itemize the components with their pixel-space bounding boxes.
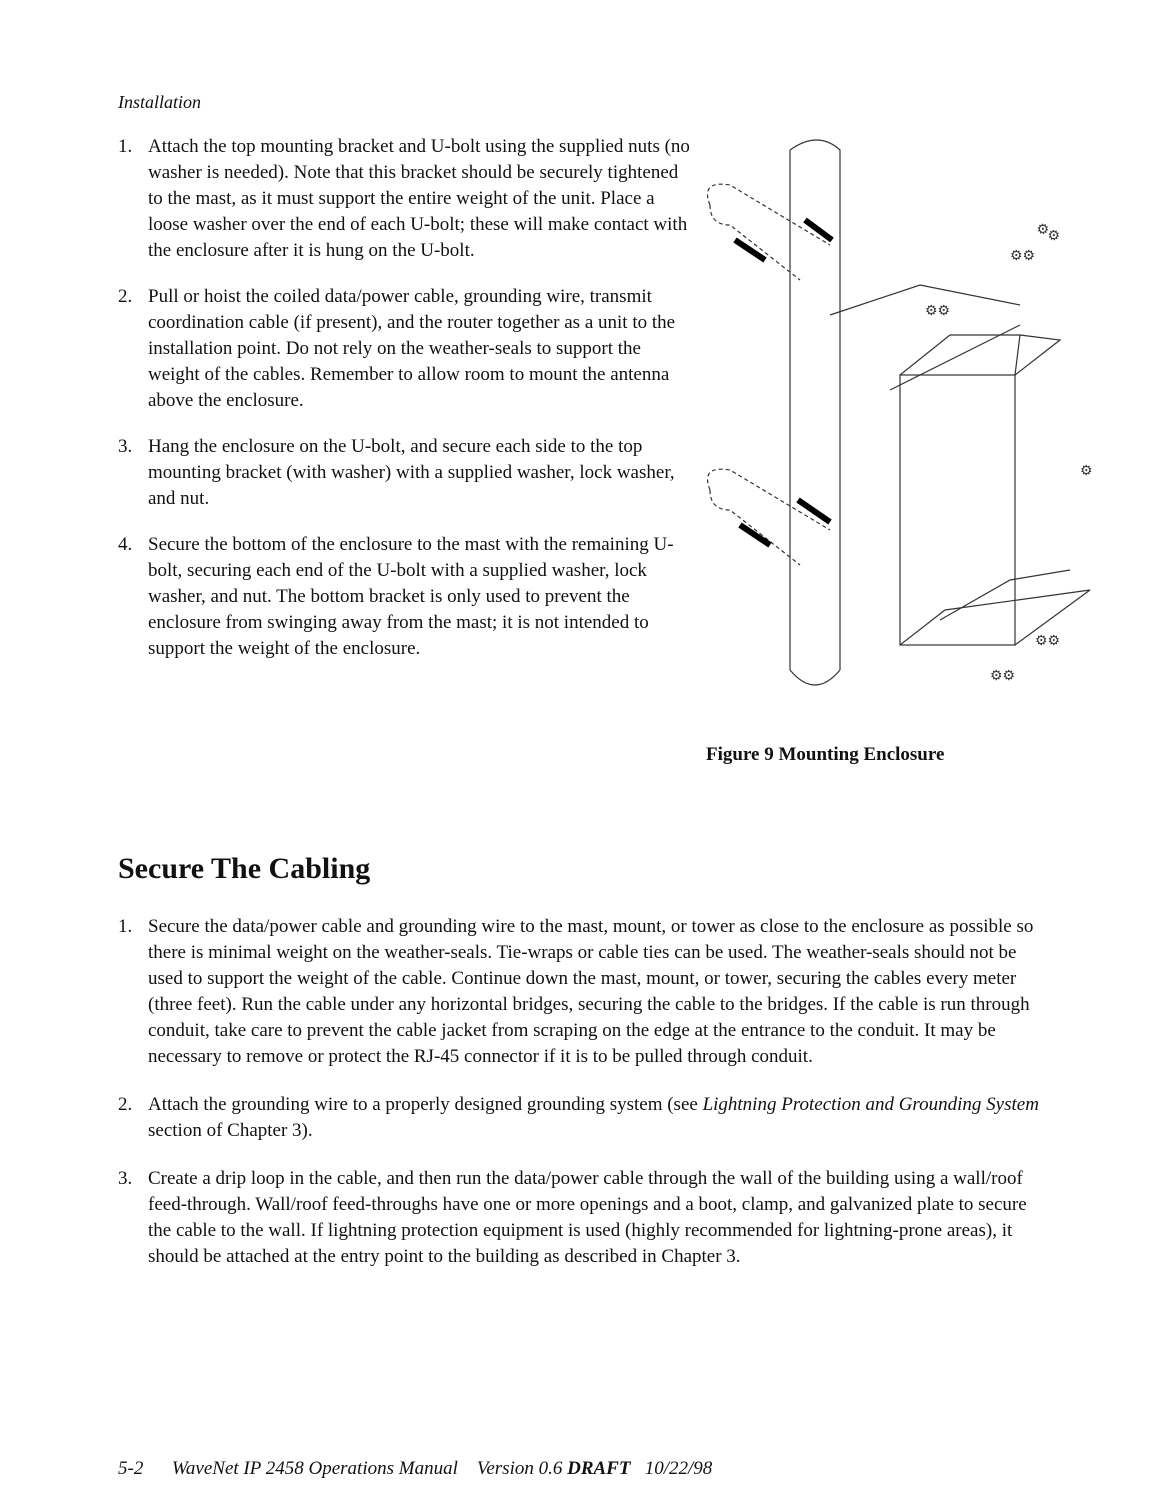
- running-header: Installation: [118, 92, 202, 112]
- mast: [790, 140, 840, 670]
- item-text: Create a drip loop in the cable, and then run the data/power cable through the wall of the building using a wall/roof feed-through. Wall/roof feed-throughs have one or more openings and a boot, clamp, and galvanized plate to secure the cable to the wall. If lightning protection equipment is used (highly recommended for lightning-prone areas), it should be attached at the entry point to the building as described in Chapter 3.: [148, 1168, 1027, 1267]
- list-item: [118, 1092, 1043, 1144]
- item-number: 1.: [118, 136, 133, 157]
- list-item: [118, 284, 690, 414]
- item-number: 1.: [118, 916, 133, 937]
- item-number: 2.: [118, 1094, 133, 1115]
- item-number: 2.: [118, 286, 133, 307]
- cabling-steps: [118, 914, 1043, 1292]
- page-number: 5-2: [118, 1458, 144, 1479]
- svg-text:⚙⚙: ⚙⚙: [1033, 220, 1063, 247]
- list-item: [118, 532, 690, 662]
- svg-text:⚙⚙: ⚙⚙: [925, 304, 951, 319]
- item-text-post: section of Chapter 3).: [148, 1120, 313, 1141]
- page-footer: [118, 1458, 712, 1480]
- item-text: Pull or hoist the coiled data/power cable, grounding wire, transmit coordination cable (if present), and the router together as a unit to the installation point. Do not rely on the weather-seals to support the weight of the cables. Remember to allow room to mount the antenna above the enclosure.: [148, 286, 676, 411]
- svg-text:⚙⚙: ⚙⚙: [1035, 634, 1061, 649]
- item-text: Secure the data/power cable and grounding wire to the mast, mount, or tower as close to the enclosure as possible so there is minimal weight on the weather-seals. Tie-wraps or cable ties can be used. The weather-seals should not be used to support the weight of the cable. Continue down the mast, mount, or tower, securing the cables every meter (three feet). Run the cable under any horizontal bridges, securing the cable to the bridges. If the cable is run through conduit, take care to prevent the cable jacket from scraping on the edge at the entrance to the conduit. It may be necessary to remove or protect the RJ-45 connector if it is to be pulled through conduit.: [148, 916, 1034, 1067]
- item-number: 4.: [118, 534, 133, 555]
- manual-title: WaveNet IP 2458 Operations Manual: [171, 1458, 458, 1479]
- list-item: [118, 1166, 1043, 1270]
- item-text: Secure the bottom of the enclosure to the mast with the remaining U-bolt, securing each end of the U-bolt with a supplied washer, lock washer, and nut. The bottom bracket is only used to prevent the enclosure from swinging away from the mast; it is not intended to support the weight of the enclosure.: [148, 534, 674, 659]
- list-item: [118, 914, 1043, 1070]
- mounting-enclosure-figure: [690, 130, 1100, 720]
- list-item: [118, 434, 690, 512]
- item-number: 3.: [118, 436, 133, 457]
- draft-label: DRAFT: [567, 1458, 631, 1479]
- section-title: Secure The Cabling: [118, 852, 371, 885]
- item-number: 3.: [118, 1168, 133, 1189]
- date: 10/22/98: [644, 1458, 713, 1479]
- installation-steps: [118, 134, 690, 682]
- svg-text:⚙⚙: ⚙⚙: [1010, 249, 1036, 264]
- item-text-pre: Attach the grounding wire to a properly designed grounding system (see: [148, 1094, 703, 1115]
- svg-text:⚙: ⚙: [1080, 464, 1093, 479]
- item-text: Attach the top mounting bracket and U-bolt using the supplied nuts (no washer is needed). Note that this bracket should be securely tightened to the mast, as it must support the entire weight of the unit. Place a loose washer over the end of each U-bolt; these will make contact with the enclosure after it is hung on the U-bolt.: [148, 136, 690, 261]
- cross-reference: Lightning Protection and Grounding System: [702, 1094, 1039, 1115]
- list-item: [118, 134, 690, 264]
- svg-text:⚙⚙: ⚙⚙: [990, 669, 1016, 684]
- version: Version 0.6: [476, 1458, 563, 1479]
- item-text: Hang the enclosure on the U-bolt, and secure each side to the top mounting bracket (with washer) with a supplied washer, lock washer, and nut.: [148, 436, 675, 509]
- figure-caption: Figure 9 Mounting Enclosure: [706, 744, 945, 765]
